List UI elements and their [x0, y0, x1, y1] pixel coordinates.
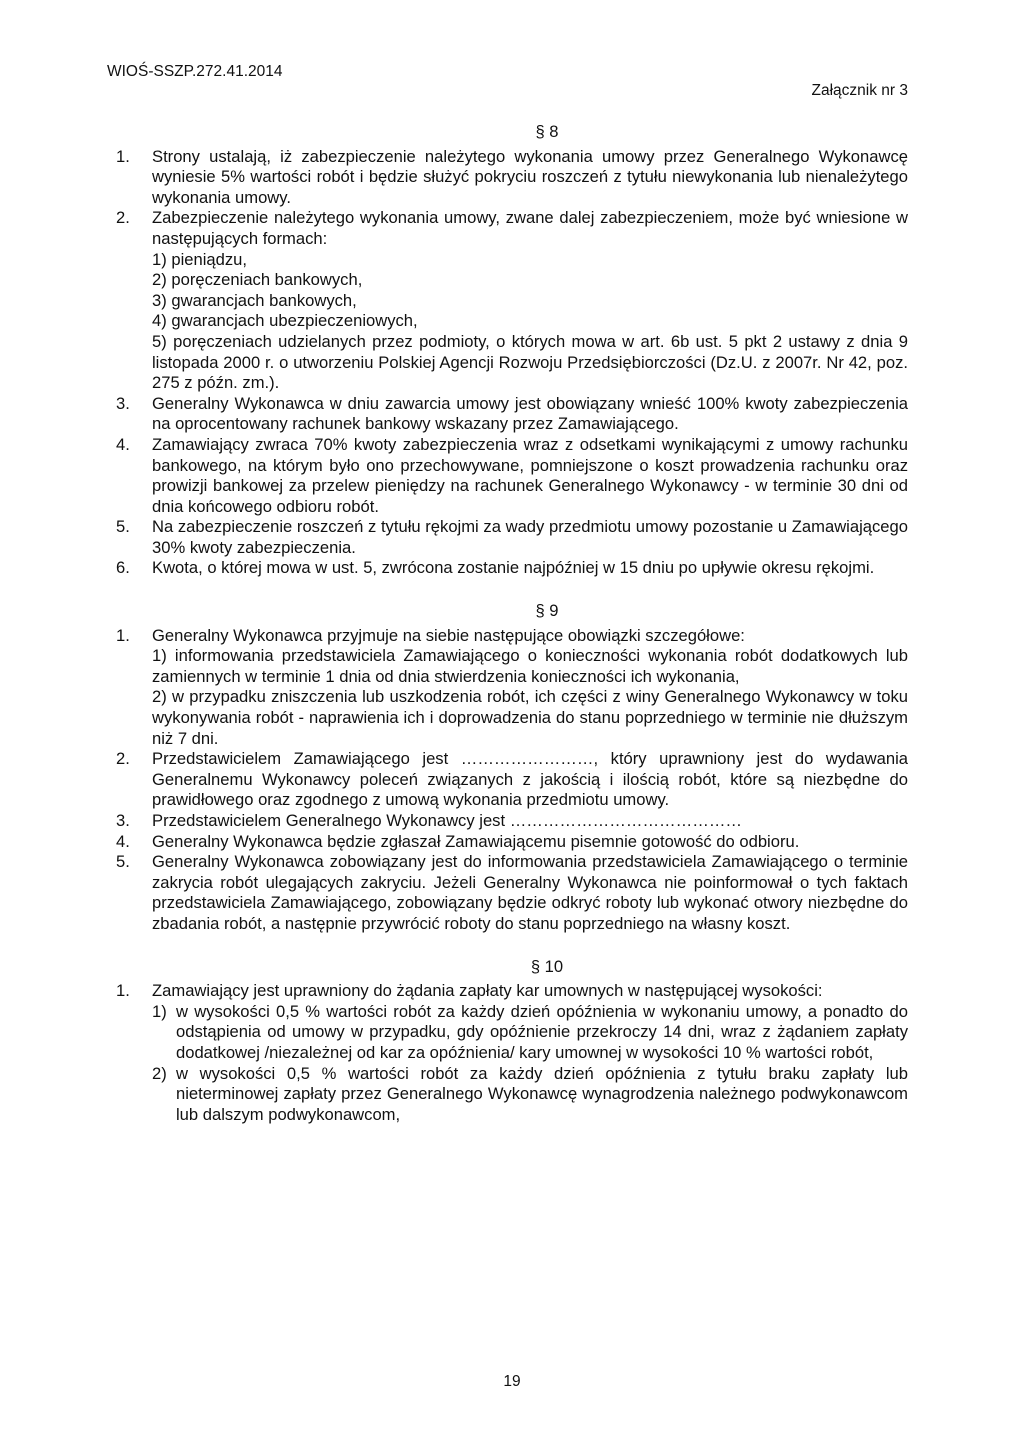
paragraph-number: 3. [116, 811, 130, 830]
paragraph-text: Przedstawicielem Zamawiającego jest ……………………, który uprawniony jest do wydawania Generalnemu Wykonawcy poleceń związanych z jakością i ilością robót, które są niezbędne do prawidłowego oraz zgodnego z umową wykonania przedmiotu umowy. [152, 749, 908, 810]
list-item: 1) pieniądzu, [152, 249, 248, 269]
paragraph-text: Zamawiający jest uprawniony do żądania zapłaty kar umownych w następującej wysokości: [152, 981, 823, 1001]
paragraph-text: Strony ustalają, iż zabezpieczenie należytego wykonania umowy przez Generalnego Wykonawcę wyniesie 5% wartości robót i będzie służyć pokryciu roszczeń z tytułu niewykonania lub nienależytego wykonania umowy. [152, 146, 908, 207]
paragraph-text: Generalny Wykonawca przyjmuje na siebie następujące obowiązki szczegółowe: [152, 625, 745, 645]
section-8-paragraph-6 [116, 558, 908, 579]
list-item: 2) w przypadku zniszczenia lub uszkodzenia robót, ich części z winy Generalnego Wykonawcy w toku wykonywania robót - naprawienia ich i doprowadzenia do stanu poprzedniego w terminie nie dłuższym niż 7 dni. [152, 687, 908, 748]
section-10-title: § 10 [530, 956, 564, 976]
section-9-title: § 9 [535, 601, 559, 621]
list-item [152, 1002, 908, 1064]
list-item-text: w wysokości 0,5 % wartości robót za każdy dzień opóźnienia w wykonaniu umowy, a ponadto do odstąpienia od umowy w przypadku, gdy opóźnienie przekroczy 14 dni, wraz z żądaniem zapłaty dodatkowej /niezależnej od kar za opóźnienia/ kary umownej w wysokości 10 % wartości robót, [176, 1001, 908, 1062]
paragraph-number: 2. [116, 749, 130, 769]
list-item-number: 1) [152, 1001, 167, 1021]
section-9-paragraph-3 [116, 811, 908, 832]
paragraph-text: Generalny Wykonawca w dniu zawarcia umowy jest obowiązany wnieść 100% kwoty zabezpieczenia na oprocentowany rachunek bankowy wskazany przez Zamawiającego. [152, 393, 908, 434]
paragraph-number: 5. [116, 852, 130, 872]
paragraph-text: Zamawiający zwraca 70% kwoty zabezpieczenia wraz z odsetkami wynikającymi z umowy rachunku bankowego, na którym było ono przechowywane, pomniejszone o koszt prowadzenia rachunku oraz prowizji bankowej za przelew pieniędzy na rachunek Generalnego Wykonawcy - w terminie 30 dni od dnia końcowego odbioru robót. [152, 434, 908, 516]
paragraph-text: Kwota, o której mowa w ust. 5, zwrócona zostanie najpóźniej w 15 dniu po upływie okresu rękojmi. [152, 558, 875, 578]
paragraph-number: 3. [116, 393, 130, 413]
paragraph-number: 1. [116, 981, 130, 1001]
paragraph-text: Generalny Wykonawca zobowiązany jest do informowania przedstawiciela Zamawiającego o terminie zakrycia robót ulegających zakryciu. Jeżeli Generalny Wykonawca nie poinformował o tych faktach przedstawiciela Zamawiającego, zobowiązany będzie odkryć roboty lub wykonać otwory niezbędne do zbadania robót, a następnie przywrócić roboty do stanu poprzedniego na własny koszt. [152, 852, 908, 933]
paragraph-number: 4. [116, 831, 130, 851]
list-item [152, 1064, 908, 1126]
section-9-paragraph-5 [116, 852, 908, 934]
list-item: 1) informowania przedstawiciela Zamawiającego o konieczności wykonania robót dodatkowych lub zamiennych w terminie 1 dnia od dnia stwierdzenia konieczności ich wykonania, [152, 646, 908, 686]
document-reference: WIOŚ-SSZP.272.41.2014 [107, 63, 283, 80]
paragraph-number: 2. [116, 208, 130, 228]
paragraph-number: 5. [116, 517, 130, 537]
paragraph-text: Na zabezpieczenie roszczeń z tytułu rękojmi za wady przedmiotu umowy pozostanie u Zamawiającego 30% kwoty zabezpieczenia. [152, 517, 908, 557]
list-item: 4) gwarancjach ubezpieczeniowych, [152, 311, 418, 331]
document-content [116, 122, 908, 1125]
section-9-paragraph-1 [116, 626, 908, 750]
section-8-paragraph-4 [116, 435, 908, 517]
paragraph-text: Przedstawicielem Generalnego Wykonawcy jest …………………………………… [152, 811, 743, 830]
list-item-number: 2) [152, 1063, 167, 1083]
section-8-paragraph-2 [116, 208, 908, 393]
section-9-paragraph-4 [116, 832, 908, 853]
paragraph-text: Zabezpieczenie należytego wykonania umowy, zwane dalej zabezpieczeniem, może być wniesione w następujących formach: [152, 208, 908, 248]
list-item: 3) gwarancjach bankowych, [152, 290, 357, 310]
section-8-title: § 8 [535, 122, 559, 141]
paragraph-number: 4. [116, 434, 130, 454]
list-item: 5) poręczeniach udzielanych przez podmioty, o których mowa w art. 6b ust. 5 pkt 2 ustawy z dnia 9 listopada 2000 r. o utworzeniu Polskiej Agencji Rozwoju Przedsiębiorczości (Dz.U. z 2007r. Nr 42, poz. 275 z późn. zm.). [152, 331, 908, 393]
paragraph-text: Generalny Wykonawca będzie zgłaszał Zamawiającemu pisemnie gotowość do odbioru. [152, 831, 800, 851]
section-8-paragraph-1 [116, 147, 908, 209]
list-item-text: w wysokości 0,5 % wartości robót za każdy dzień opóźnienia z tytułu braku zapłaty lub nieterminowej zapłaty przez Generalnego Wykonawcę wynagrodzenia należnego podwykonawcom lub dalszym podwykonawcom, [176, 1063, 908, 1124]
section-8-paragraph-5 [116, 517, 908, 558]
page-number: 19 [503, 1373, 521, 1390]
paragraph-number: 6. [116, 558, 130, 578]
list-item: 2) poręczeniach bankowych, [152, 270, 363, 290]
section-9-paragraph-2 [116, 749, 908, 811]
section-10-paragraph-1 [116, 981, 908, 1125]
section-8-paragraph-3 [116, 394, 908, 435]
annex-label: Załącznik nr 3 [811, 82, 908, 99]
paragraph-number: 1. [116, 625, 130, 645]
paragraph-number: 1. [116, 146, 130, 166]
